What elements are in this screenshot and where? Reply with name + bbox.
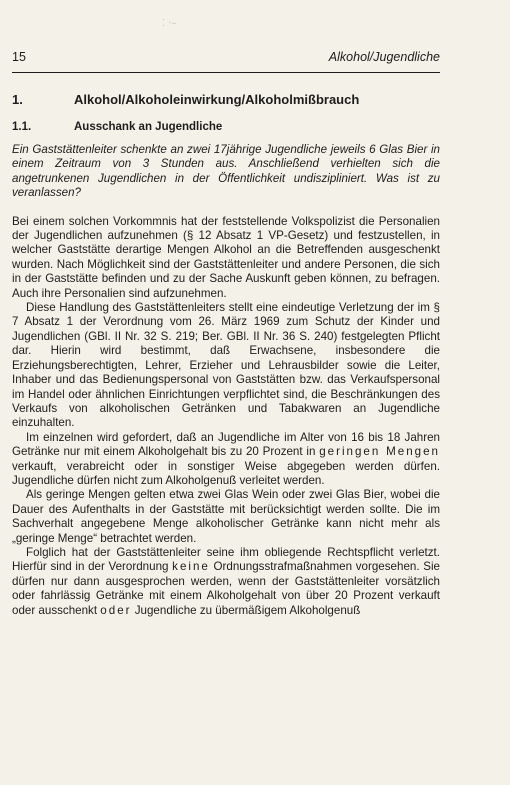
section-heading <box>12 92 440 107</box>
body-text <box>12 215 440 618</box>
paragraph-3 <box>12 431 440 489</box>
page-header <box>12 50 440 68</box>
section-title: Alkohol/Alkoholeinwirkung/Alkoholmißbrauch <box>74 92 360 107</box>
subsection-heading <box>12 121 440 133</box>
emphasis-keine: keine <box>172 560 210 574</box>
paragraph-3-part-c: verkauft, verabreicht oder in sonstiger Weise abgegeben werden dürfen. Jugendliche dürfen nicht zum Alkoholgenuß verleitet werden. <box>12 459 440 487</box>
header-rule <box>12 72 440 73</box>
paragraph-5-part-c: Ordnungsstrafmaßnahmen vorgesehen. Sie dürfen nur dann ausgesprochen werden, wenn der Gaststättenleiter vorsätzlich oder fahrlässig Getränke mit einem Alkoholgehalt von über 20 Prozent verkauft oder ausschenkt <box>12 560 440 617</box>
running-title: Alkohol/Jugendliche <box>328 50 440 64</box>
subsection-title: Ausschank an Jugendliche <box>74 121 223 133</box>
subsection-number: 1.1. <box>12 121 32 133</box>
paragraph-4: Als geringe Mengen gelten etwa zwei Glas Wein oder zwei Glas Bier, wobei die Dauer des Aufenthalts in der Gaststätte mit berücksichtigt werden sollte. Die im Sachverhalt angegebene Menge alkoholischer Getränke kann nicht mehr als „geringe Menge“ betrachtet werden. <box>12 488 440 545</box>
paragraph-3-part-a: Im einzelnen wird gefordert, daß an Jugendliche im Alter von 16 bis 18 Jahren Getränke nur mit einem Alkoholgehalt bis zu 20 Prozent in <box>12 430 440 459</box>
section-number: 1. <box>12 92 23 107</box>
paragraph-5 <box>12 546 440 618</box>
paragraph-2: Diese Handlung des Gaststättenleiters stellt eine eindeutige Verletzung der im § 7 Absatz 1 der Verordnung vom 26. März 1969 zum Schutz der Kinder und Jugendlichen (GBl. II Nr. 32 S. 219; Ber. GBl. II Nr. 36 S. 240) festgelegten Pflicht dar. Hierin wird bestimmt, daß Erwachsene, insbesondere die Erziehungsberechtigten, Lehrer, Erzieher und Lehrausbilder sowie die Leiter, Inhaber und das Bedienungspersonal von Gaststätten bzw. das Verkaufspersonal im Handel oder ähnlichen Einrichtungen verpflichtet sind, die Beschränkungen des Verkaufs von alkoholischen Getränken und Tabakwaren an Jugendliche einzuhalten. <box>12 301 440 430</box>
paragraph-5-part-e: Jugendliche zu übermäßigem Alkoholgenuß <box>131 603 361 617</box>
paragraph-5-part-a: Folglich hat der Gaststättenleiter seine ihm obliegende Rechtspflicht verletzt. Hierfür sind in der Verordnung <box>12 545 440 574</box>
emphasis-oder: oder <box>100 603 132 617</box>
print-smudge: ⁚ ·– <box>162 18 177 29</box>
page-content <box>12 92 440 618</box>
case-description: Ein Gaststättenleiter schenkte an zwei 17jährige Jugendliche jeweils 6 Glas Bier in einem Zeitraum von 3 Stunden aus. Anschließend verhielten sich die angetrunkenen Jugendlichen in der Öffentlichkeit undiszipliniert. Was ist zu veranlassen? <box>12 143 440 200</box>
emphasis-geringen-mengen: geringen Mengen <box>319 445 440 459</box>
paragraph-1: Bei einem solchen Vorkommnis hat der feststellende Volkspolizist die Personalien der Jugendlichen aufzunehmen (§ 12 Absatz 1 VP-Gesetz) und festzustellen, in welcher Gaststätte derartige Mengen Alkohol an die Betreffenden ausgeschenkt wurden. Nach Möglichkeit sind der Gaststättenleiter und andere Personen, die sich in der Gaststätte befinden und zu der Sache Auskunft geben können, zu befragen. Auch ihre Personalien sind aufzunehmen. <box>12 214 440 300</box>
page-number: 15 <box>12 50 26 64</box>
